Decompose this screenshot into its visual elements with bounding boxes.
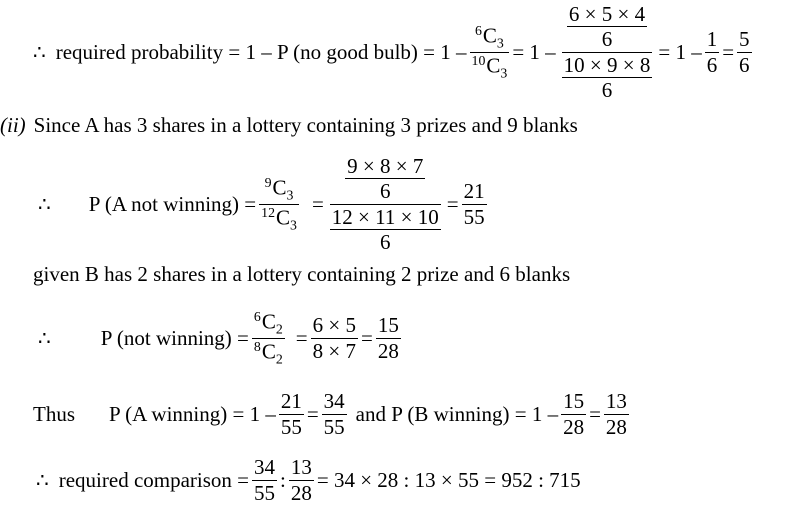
therefore-symbol: ∴	[38, 327, 51, 350]
thus-label: Thus	[33, 401, 75, 426]
equals-sign: =	[589, 401, 601, 426]
fraction-6c3-over-10c3: $\frac{^6C_3}{^{10}C_3}$	[471, 22, 508, 80]
fraction-34-over-55: $\frac{34}{55}$	[323, 389, 345, 439]
fraction-1-over-6: $\frac{1}{6}$	[706, 27, 718, 77]
fraction-21-over-55: $\frac{21}{55}$	[280, 389, 302, 439]
therefore-symbol: ∴	[36, 469, 49, 492]
given-b-text: given B has 2 shares in a lottery containing 2 prize and 6 blanks	[33, 262, 571, 286]
part-ii-text: Since A has 3 shares in a lottery containing 3 prizes and 9 blanks	[33, 113, 578, 137]
equation-text: required probability = 1 – P (no good bulb) = 1 –	[55, 39, 467, 64]
equals-one-minus: = 1 –	[512, 39, 556, 64]
equals-one-minus: = 1 –	[658, 39, 702, 64]
equals-sign: =	[360, 325, 373, 350]
therefore-symbol: ∴	[38, 193, 51, 216]
equals-sign: =	[446, 191, 459, 216]
equation-text: P (not winning) =	[100, 325, 249, 350]
equals-sign: =	[306, 401, 319, 426]
compound-fraction: $\frac{\frac{6 \times 5 \times 4}{6}}{\frac{10 \times 9 \times 8}{6}}$	[563, 2, 651, 102]
line-5-not-winning	[38, 302, 404, 374]
ratio-colon: :	[280, 467, 286, 492]
line-4-given-b	[33, 262, 570, 287]
fraction-9c3-over-12c3: $\frac{^9C_3}{^{12}C_3}$	[261, 174, 297, 232]
equation-text: P (A winning) = 1 –	[109, 401, 276, 426]
equals-sign: =	[311, 191, 324, 216]
fraction-34-over-55: $\frac{34}{55}$	[254, 455, 276, 505]
fraction-21-over-55: $\frac{21}{55}$	[463, 179, 485, 229]
equals-sign: =	[722, 39, 735, 64]
fraction-6x5-over-8x7: $\frac{6 \times 5}{8 \times 7}$	[312, 313, 356, 363]
line-3-a-not-winning	[38, 144, 490, 264]
compound-fraction: $\frac{\frac{9 \times 8 \times 7}{6}}{\frac{12 \times 11 \times 10}{6}}$	[331, 154, 439, 254]
therefore-symbol: ∴	[33, 41, 46, 64]
fraction-15-over-28: $\frac{15}{28}$	[377, 313, 399, 363]
equation-text-b: = 34 × 28 : 13 × 55 = 952 : 715	[316, 467, 581, 492]
line-6-thus	[33, 384, 632, 444]
equation-text-b: and P (B winning) = 1 –	[355, 401, 559, 426]
fraction-6c2-over-8c2: $\frac{^6C_2}{^8C_2}$	[253, 308, 283, 366]
fraction-13-over-28: $\frac{13}{28}$	[605, 389, 627, 439]
equals-sign: =	[295, 325, 308, 350]
line-1-required-probability	[33, 2, 755, 102]
line-2-part-ii	[0, 113, 578, 138]
fraction-5-over-6: $\frac{5}{6}$	[739, 27, 750, 77]
fraction-15-over-28: $\frac{15}{28}$	[563, 389, 585, 439]
fraction-13-over-28: $\frac{13}{28}$	[290, 455, 312, 505]
part-label: (ii)	[0, 113, 26, 137]
line-7-required-comparison	[36, 452, 581, 508]
equation-text: required comparison =	[58, 467, 250, 492]
equation-text: P (A not winning) =	[88, 191, 257, 216]
